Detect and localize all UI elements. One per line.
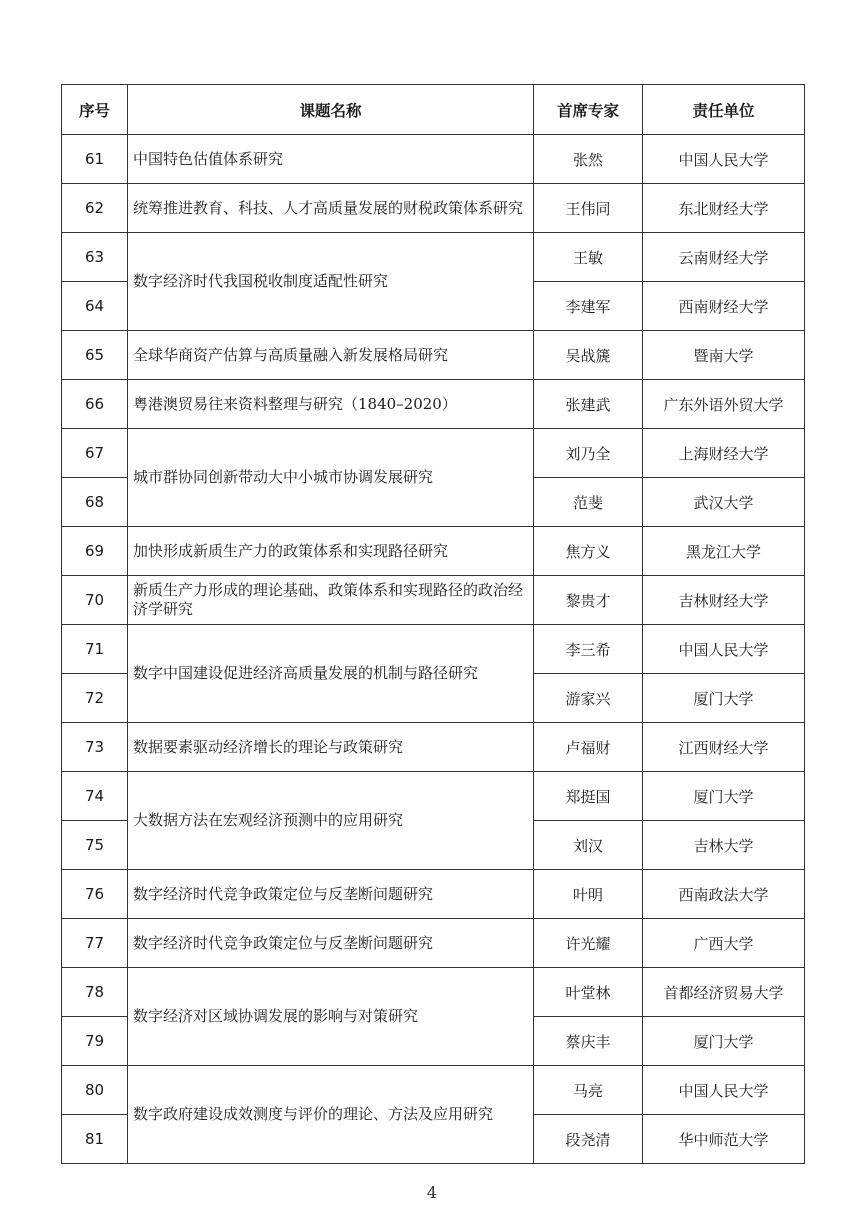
table-row	[62, 1066, 805, 1115]
row-title: 新质生产力形成的理论基础、政策体系和实现路径的政治经济学研究	[128, 576, 534, 625]
row-num: 61	[62, 135, 128, 184]
row-expert: 叶明	[534, 870, 643, 919]
row-unit: 广东外语外贸大学	[643, 380, 805, 429]
row-unit: 东北财经大学	[643, 184, 805, 233]
row-num: 80	[62, 1066, 128, 1115]
row-unit: 西南政法大学	[643, 870, 805, 919]
row-unit: 武汉大学	[643, 478, 805, 527]
row-unit: 吉林财经大学	[643, 576, 805, 625]
row-unit: 暨南大学	[643, 331, 805, 380]
row-num: 71	[62, 625, 128, 674]
table-row	[62, 625, 805, 674]
row-expert: 许光耀	[534, 919, 643, 968]
row-num: 81	[62, 1115, 128, 1164]
table-row	[62, 331, 805, 380]
row-title: 数字中国建设促进经济高质量发展的机制与路径研究	[128, 625, 534, 723]
page-number: 4	[426, 1183, 438, 1202]
row-unit: 华中师范大学	[643, 1115, 805, 1164]
row-expert: 郑挺国	[534, 772, 643, 821]
header-num: 序号	[62, 85, 128, 135]
row-unit: 黑龙江大学	[643, 527, 805, 576]
table-row	[62, 380, 805, 429]
row-unit: 厦门大学	[643, 674, 805, 723]
row-expert: 刘乃全	[534, 429, 643, 478]
row-unit: 中国人民大学	[643, 625, 805, 674]
header-unit: 责任单位	[643, 85, 805, 135]
row-num: 64	[62, 282, 128, 331]
row-num: 66	[62, 380, 128, 429]
row-expert: 李三希	[534, 625, 643, 674]
row-expert: 卢福财	[534, 723, 643, 772]
row-unit: 厦门大学	[643, 772, 805, 821]
row-title: 城市群协同创新带动大中小城市协调发展研究	[128, 429, 534, 527]
row-title: 全球华商资产估算与高质量融入新发展格局研究	[128, 331, 534, 380]
table-row	[62, 233, 805, 282]
row-expert: 范斐	[534, 478, 643, 527]
row-unit: 中国人民大学	[643, 135, 805, 184]
row-title: 数字政府建设成效测度与评价的理论、方法及应用研究	[128, 1066, 534, 1164]
row-num: 65	[62, 331, 128, 380]
row-expert: 段尧清	[534, 1115, 643, 1164]
row-title: 数据要素驱动经济增长的理论与政策研究	[128, 723, 534, 772]
table-row	[62, 870, 805, 919]
row-expert: 刘汉	[534, 821, 643, 870]
row-num: 63	[62, 233, 128, 282]
table-row	[62, 968, 805, 1017]
row-num: 62	[62, 184, 128, 233]
table-row	[62, 429, 805, 478]
row-expert: 吴战篪	[534, 331, 643, 380]
row-title: 统筹推进教育、科技、人才高质量发展的财税政策体系研究	[128, 184, 534, 233]
row-title: 数字经济时代竞争政策定位与反垄断问题研究	[128, 919, 534, 968]
header-expert: 首席专家	[534, 85, 643, 135]
row-unit: 广西大学	[643, 919, 805, 968]
row-expert: 李建军	[534, 282, 643, 331]
row-expert: 叶堂林	[534, 968, 643, 1017]
row-expert: 焦方义	[534, 527, 643, 576]
table-row	[62, 184, 805, 233]
table-row	[62, 527, 805, 576]
row-expert: 王敏	[534, 233, 643, 282]
row-unit: 云南财经大学	[643, 233, 805, 282]
table-row	[62, 723, 805, 772]
row-num: 76	[62, 870, 128, 919]
row-num: 67	[62, 429, 128, 478]
row-title: 数字经济对区域协调发展的影响与对策研究	[128, 968, 534, 1066]
row-unit: 西南财经大学	[643, 282, 805, 331]
row-unit: 中国人民大学	[643, 1066, 805, 1115]
row-title: 中国特色估值体系研究	[128, 135, 534, 184]
row-title: 加快形成新质生产力的政策体系和实现路径研究	[128, 527, 534, 576]
table-row	[62, 135, 805, 184]
projects-table	[61, 84, 805, 1164]
row-title: 数字经济时代竞争政策定位与反垄断问题研究	[128, 870, 534, 919]
row-unit: 厦门大学	[643, 1017, 805, 1066]
row-title: 大数据方法在宏观经济预测中的应用研究	[128, 772, 534, 870]
row-num: 77	[62, 919, 128, 968]
row-unit: 上海财经大学	[643, 429, 805, 478]
row-num: 69	[62, 527, 128, 576]
row-num: 70	[62, 576, 128, 625]
row-num: 68	[62, 478, 128, 527]
row-num: 75	[62, 821, 128, 870]
table-row	[62, 919, 805, 968]
header-row	[62, 85, 805, 135]
row-title: 粤港澳贸易往来资料整理与研究（1840–2020）	[128, 380, 534, 429]
row-unit: 首都经济贸易大学	[643, 968, 805, 1017]
row-expert: 张建武	[534, 380, 643, 429]
row-title: 数字经济时代我国税收制度适配性研究	[128, 233, 534, 331]
row-unit: 吉林大学	[643, 821, 805, 870]
row-expert: 马亮	[534, 1066, 643, 1115]
row-expert: 黎贵才	[534, 576, 643, 625]
row-expert: 游家兴	[534, 674, 643, 723]
row-num: 79	[62, 1017, 128, 1066]
row-unit: 江西财经大学	[643, 723, 805, 772]
row-num: 72	[62, 674, 128, 723]
table-row	[62, 576, 805, 625]
row-expert: 王伟同	[534, 184, 643, 233]
header-title: 课题名称	[128, 85, 534, 135]
row-num: 78	[62, 968, 128, 1017]
row-expert: 蔡庆丰	[534, 1017, 643, 1066]
row-num: 74	[62, 772, 128, 821]
table-row	[62, 772, 805, 821]
row-num: 73	[62, 723, 128, 772]
row-expert: 张然	[534, 135, 643, 184]
